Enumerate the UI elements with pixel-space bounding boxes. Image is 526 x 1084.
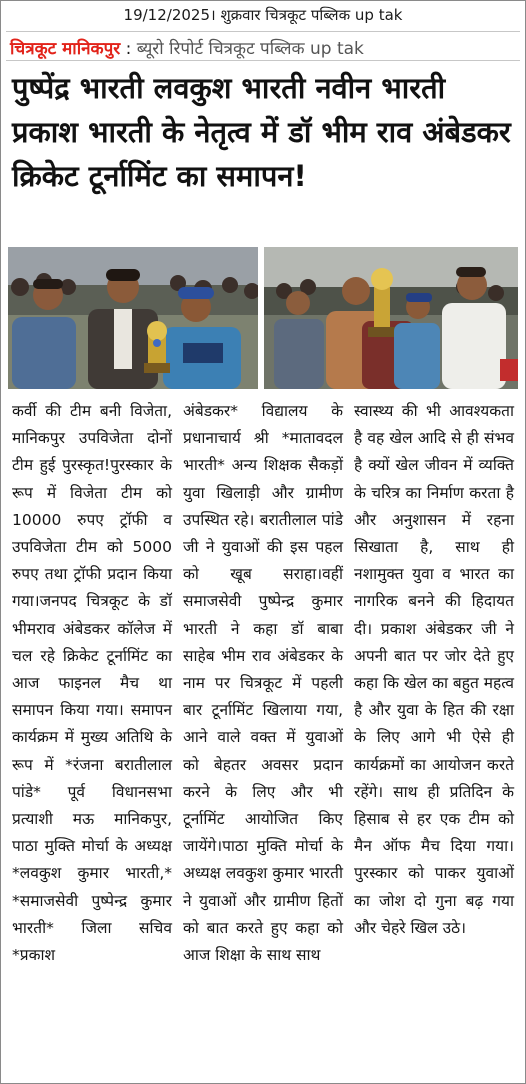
trophy-presentation-photo-left xyxy=(8,247,258,389)
article-column-2: अंबेडकर* विद्यालय के प्रधानाचार्य श्री *मातावदल भारती* अन्य शिक्षक सैकड़ों युवा खिलाड़ी और ग्रामीण उपस्थित रहे। बरातीलाल पांडे जी ने युवाओं की इस पहल को खूब सराहा।वहीं समाजसेवी पुष्पेन्द्र कुमार भारती ने कहा डॉ बाबा साहेब भीम राव अंबेडकर के नाम पर चित्रकूट में पहली बार टूर्नामिंट खिलाया गया, आने वाले वक्त में युवाओं को बेहतर अवसर प्रदान करने के लिए और भी टूर्नामिंट आयोजित किए जायेंगे।पाठा मुक्ति मोर्चा के अध्यक्ष लवकुश कुमार भारती ने युवाओं और ग्रामीण हितों को बात करते हुए कहा को आज शिक्षा के साथ साथ xyxy=(183,402,343,965)
dateline-place: चित्रकूट मानिकपुर xyxy=(10,39,121,59)
trophy-presentation-photo-right xyxy=(264,247,518,389)
top-bar xyxy=(0,0,526,30)
headline: पुष्पेंद्र भारती लवकुश भारती नवीन भारती प्रकाश भारती के नेतृत्व में डॉ भीम राव अंबेडकर क्रिकेट टूर्नामिंट का समापन! xyxy=(12,71,511,193)
dateline-separator: : xyxy=(120,39,137,59)
article-column-3: स्वास्थ्य की भी आवश्यकता है वह खेल आदि से ही संभव है क्यों खेल जीवन में व्यक्ति के चरित्र का निर्माण करता है और अनुशासन में रहना सिखाता है, साथ ही नशामुक्त युवा व भारत का नागरिक बनने की हिदायत दी। प्रकाश अंबेडकर जी ने अपनी बात पर जोर देते हुए कहा कि खेल का बहुत महत्व है और युवा के हित की रक्षा के लिए आगे भी ऐसे ही कार्यक्रमों का आयोजन करते रहेंगे। साथ ही प्रतिदिन के हिसाब से हर एक टीम को मैन ऑफ मैच दिया गया। पुरस्कार को पाकर युवाओं का जोश दो गुना बढ़ गया और चेहरे खिल उठे। xyxy=(354,402,514,937)
divider xyxy=(6,60,520,61)
article-column-1: कर्वी की टीम बनी विजेता, मानिकपुर उपविजेता दोनों टीम हुई पुरस्कृत!पुरस्कार के रूप में विजेता टीम को 10000 रुपए ट्रॉफी व उपविजेता टीम को 5000 रुपए तथा ट्रॉफी प्रदान किया गया।जनपद चित्रकूट के डॉ भीमराव अंबेडकर कॉलेज में चल रहे क्रिकेट टूर्नामिंट का आज फाइनल मैच था समापन किया गया। समापन कार्यक्रम में मुख्य अतिथि के रूप में *रंजना बरातीलाल पांडे* पूर्व विधानसभा प्रत्याशी मऊ मानिकपुर, पाठा मुक्ति मोर्चा के अध्यक्ष *लवकुश कुमार भारती,* *समाजसेवी पुष्पेन्द्र कुमार भारती* जिला सचिव *प्रकाश xyxy=(12,402,172,965)
dateline xyxy=(10,36,364,59)
photo-strip xyxy=(8,247,518,389)
divider xyxy=(6,31,520,32)
article-body xyxy=(12,398,514,1078)
dateline-bureau: ब्यूरो रिपोर्ट चित्रकूट पब्लिक up tak xyxy=(136,39,364,59)
top-bar-text: 19/12/2025। शुक्रवार चित्रकूट पब्लिक up tak xyxy=(123,6,403,24)
